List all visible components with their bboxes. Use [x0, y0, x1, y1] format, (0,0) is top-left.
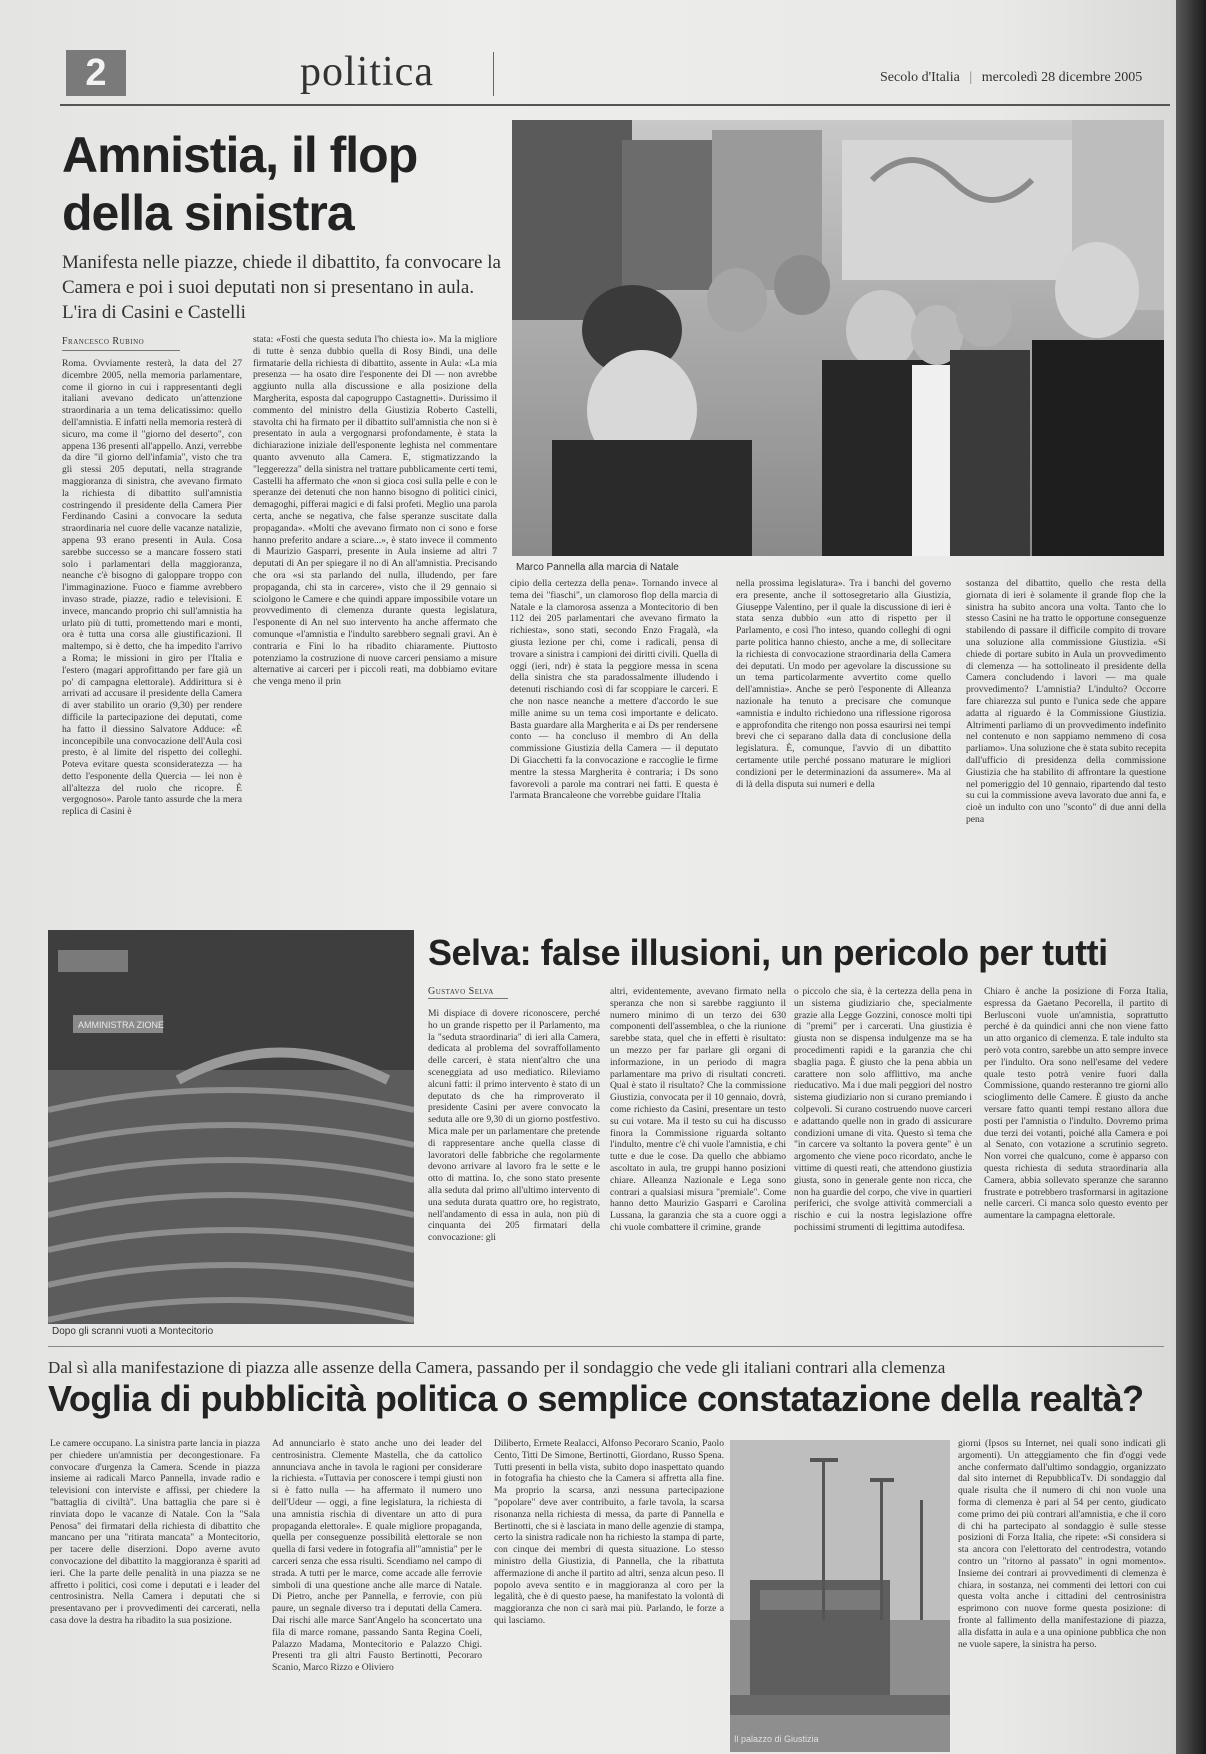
page-number: 2: [66, 50, 126, 96]
byline-rule: [62, 350, 180, 351]
article3-photo-caption: Il palazzo di Giustizia: [734, 1734, 819, 1744]
article2-byline: Gustavo Selva: [428, 986, 494, 997]
article1-column-1: Roma. Ovviamente resterà, la data del 27 dicembre 2005, nella memoria parlamentare, come il giorno in cui i rappresentanti degli italiani avevano dedicato un'attenzione straordinaria a un tema delicatissimo: quello dell'amnistia. E infatti nella memoria resterà di sicuro, ma come il "giorno del deserto", con appena 136 presenti all'appello. Anzi, verrebbe da dire "il giorno dell'infamia", visto che tra gli stessi 205 deputati, nella stragrande maggioranza di sinistra, che avevano firmato la richiesta di dibattito sull'amnistia costringendo il presidente della Camera Pier Ferdinando Casini a convocare la seduta straordinaria nel cuore delle vacanze natalizie, appena 93 erano presenti in Aula. Cosa sarebbe successo se a mancare fossero stati solo i parlamentari della maggioranza, neanche c'è bisogno di galoppare troppo con l'immaginazione. Fuoco e fiamme avrebbero invaso strade, piazze, radio e televisioni. E invece, mancando proprio chi sull'amnistia ha urlato più di tutti, promettendo mari e monti, ora è tutta una corsa alle giustificazioni. Il maltempo, si è detto, che ha impedito l'arrivo a Roma; le missioni in giro per l'Italia e l'estero (magari approfittando per fare già un po' di campagna elettorale). Addirittura si è arrivati ad accusare il presidente della Camera di aver stabilito un orario (9,30) per rendere difficile la partecipazione dei deputati, come ha fatto il diessino Salvatore Adduce: «È inconcepibile una convocazione dell'Aula così presto, è al limite del rispetto dei colleghi. Poteva evitare questa sconsideratezza — ha detto l'esponente della Quercia — lei non è all'altezza del ruolo che ricopre. È vergognoso». Parole tanto assurde che la mera replica di Casini è: [62, 358, 242, 818]
article2-headline: Selva: false illusioni, un pericolo per tutti: [428, 932, 1108, 973]
article1-photo: [512, 120, 1164, 556]
newspaper-name: Secolo d'Italia: [880, 70, 960, 85]
masthead-divider: |: [969, 70, 973, 85]
binding-spine: [1176, 0, 1206, 1754]
article2-column-3: o piccolo che sia, è la certezza della pena in un sistema giudiziario che, specialmente grazie alla Legge Gozzini, conosce molti tipi di "premi" per i carcerati. Una giustizia è giusta non se dispensa indulgenze ma se ha procedimenti rapidi e la garanzia che chi sbaglia paga. È giusto che la pena abbia un carattere non solo afflittivo, ma anche rieducativo. Ma i due mali peggiori del nostro sistema giudiziario non si curano premiando i colpevoli. Si curano costruendo nuove carceri e adattando quelle non in grado di assicurare condizioni umane di vita. Questo sì tema che "in carcere va soltanto la povera gente" è un argomento che viene poco ricordato, anche le vittime di questi reati, che attendono giustizia giusta, sono in generale gente non ricca, che non ha guardie del corpo, che vive in quartieri periferici, che svolge attività commerciali a rischio e cui la nostra legislazione offre pochissimi strumenti di legittima autodifesa.: [794, 986, 972, 1233]
article1-column-5: sostanza del dibattito, quello che resta della giornata di ieri è solamente il grande flop che la sinistra ha subito ancora una volta. Tanto che lo stesso Casini ne ha tratto le opportune conseguenze stabilendo di passare il difficile compito di trovare una soluzione alla commissione Giustizia. «Si chiede di portare subito in Aula un provvedimento di clemenza — ha sottolineato il presidente della Camera concludendo i lavori — ma quale provvedimento? L'amnistia? L'indulto? Occorre fare chiarezza sul punto e l'unica sede che appare adatta al riguardo è la Commissione Giustizia. Altrimenti parliamo di un provvedimento indefinito nel contenuto e non sappiamo nemmeno di cosa parliamo». Una soluzione che è stata subito recepita dall'ufficio di presidenza della commissione Giustizia che ha stabilito di affrontare la questione nel pomeriggio del 10 gennaio, ripartendo dal testo su cui la commissione aveva lavorato due anni fa, e cioè un indulto con uno "sconto" di due anni della pena: [966, 578, 1166, 825]
masthead: [880, 70, 1142, 86]
empty-parliament-photo: [48, 930, 414, 1324]
article3-column-2: Ad annunciarlo è stato anche uno dei leader del centrosinistra. Clemente Mastella, che da cattolico annunciava anche in tavola le ragioni per considerare la richiesta. «Tuttavia per conoscere i tempi giusti non si è fatto nulla — ha affermato il numero uno dell'Udeur — oggi, a fine legislatura, la richiesta di una amnistia rischia di diventare un atto di pura propaganda elettorale». E quale migliore propaganda, quella per conseguenze possibilità elettorale se non quella di farsi vedere in fotografia all'"amnistia" per le carceri senza che essa risulti. Scendiamo nel campo di strada. A tutti per le marce, come accade alle ferrovie simboli di una questione anche alle marce di Natale. Di Pietro, anche per Pannella, e ferrovie, con più paure, un segnale diverso tra i deputati della Camera. Dai rischi alle marce Sant'Angelo ha sconcertato una fila di marce romane, passando Santa Regina Coeli, Palazzo Madama, Montecitorio e Palazzo Chigi. Presenti tra gli altri Fausto Bertinotti, Pecoraro Scanio, Marco Rizzo e Oliviero: [272, 1438, 482, 1674]
article1-subheadline: Manifesta nelle piazze, chiede il dibattito, fa convocare la Camera e poi i suoi deputati non si presentano in aula. L'ira di Casini e Castelli: [62, 252, 501, 323]
article2-column-4: Chiaro è anche la posizione di Forza Italia, espressa da Gaetano Pecorella, il partito di Berlusconi vuole un'amnistia, soprattutto perché è da quindici anni che non viene fatto un atto organico di clemenza. E tale indulto sta però vota contro, sarebbe un atto sempre invece per l'indulto. Ora sono nell'esame del vedere quale testo potrà venire fuori dalla Commissione, quando resteranno tre giorni allo scioglimento delle Camere. È giusto da anche versare fatto quanti tempi restano allora due posti per l'amnistia o l'indulto. Dovremo prima due terzi dei votanti, poiché alla Camera e poi al Senato, con votazione a scrutinio segreto. Non vorrei che qualcuno, come è apparso con questa richiesta di seduta straordinaria alla Camera, abbia sollevato speranze che saranno frustrate e potrebbero trasformarsi in agitazione nelle carceri. Ci manca solo questo evento per aumentare la campagna elettorale.: [984, 986, 1168, 1222]
section-title: politica: [300, 49, 434, 95]
header-rule: [60, 104, 1170, 106]
article3-kicker: Dal sì alla manifestazione di piazza alle assenze della Camera, passando per il sondaggio che vede gli italiani contrari alla clemenza: [48, 1358, 946, 1377]
chamber-sign-text: AMMINISTRA ZIONE: [78, 1020, 165, 1030]
article1-column-3: cipio della certezza della pena». Tornando invece al tema dei "fiaschi", un clamoroso flop della marcia di Natale e la clamorosa assenza a Montecitorio di ben 112 dei 205 parlamentari che avevano firmato la richiesta», sono stati, secondo Enzo Fragalà, «la giusta lezione per chi, come i radicali, pensa di trovare a sinistra i campioni dei diritti civili. Quella di oggi (ieri, ndr) è stata la peggiore messa in scena della sinistra che sta paradossalmente illudendo i detenuti rischiando così di far scoppiare le carceri. E che non nasce neanche a mettere d'accordo le sue mille anime su un tema così importante e delicato. Basta guardare alla Margherita e ai Ds per rendersene conto — ha concluso il membro di An della commissione Giustizia della Camera — il deputato Di Giacchetti fa la convocazione e raccoglie le firme mentre la stessa Margherita è contraria; i Ds sono favorevoli a parole ma contrari nei fatti. E questa è l'armata Brancaleone che vorrebbe guidare l'Italia: [510, 578, 718, 802]
article3-column-1: Le camere occupano. La sinistra parte lancia in piazza per chiedere un'amnistia per decongestionare. Fa convocare d'urgenza la Camera. Scende in piazza insieme ai radicali Marco Pannella, invade radio e televisioni con interviste e affissi, per chiedere la "battaglia di civiltà". Una battaglia che pare si è rinviata dopo le vacanze di Natale. Con la "Sala Penosa" dei firmatari della richiesta di dibattito che mancano per una "ritirata mancata" a Montecitorio, per tacere delle diserzioni. Dopo averne avuto convocazione del dibattito la maggioranza è spariti ad ieri. Che la parte delle penalità in una piazza se ne affretto i politici, così come i deputati e i leader del centrosinistra. Nella Camera i deputati che si presentavano per i provvedimenti dei carcerati, nella casa dove la destra ha ribadito la sua posizione.: [50, 1438, 260, 1626]
pannella-march-photo: [512, 120, 1164, 556]
article1-photo-caption: Marco Pannella alla marcia di Natale: [516, 562, 679, 573]
article1-column-4: nella prossima legislatura». Tra i banchi del governo era presente, anche il sottosegretario alla Giustizia, Giuseppe Valentino, per il quale la discussione di ieri è stata senza dubbio «un atto di rispetto per il Parlamento, e così l'ho inteso, quando colleghi di ogni parte politica hanno chiesto, anche a me, di sollecitare la richiesta di convocazione straordinaria della Camera dei deputati. Un modo per agevolare la discussione su un tema particolarmente avvertito come quello dell'amnistia». Anche se però l'esponente di Alleanza nazionale ha tenuto a precisare che comunque «amnistia e indulto richiedono una riflessione rigorosa e approfondita che ritengo non possa esaurirsi nei tempi brevi che ci separano dalla data di conclusione della legislatura. È, comunque, l'avvio di un dibattito certamente utile perché possano maturare le migliori condizioni per le determinazioni da assumere». Ma al di là della disputa sui numeri e della: [736, 578, 951, 790]
article2-column-1: Mi dispiace di dovere riconoscere, perché ho un grande rispetto per il Parlamento, ma la "seduta straordinaria" di ieri alla Camera, dedicata al problema del sovraffollamento delle carceri, è stata nient'altro che una sceneggiata ad uso mediatico. Rileviamo alcuni fatti: il primo intervento è stato di un deputato ds che ha rimproverato il presidente Casini per avere convocato la seduta alle ore 9,30 di un giorno postfestivo. Mica male per un parlamentare che pretende di rappresentare anche quella classe di lavoratori delle fabbriche che regolarmente devono arrivare al lavoro fra le sette e le otto di mattina. Io, che sono stato presente alla seduta dal primo all'ultimo intervento di una seduta durata quattro ore, ho registrato, nell'andamento di essa in aula, non più di cinquanta dei 205 firmatari della convocazione: gli: [428, 1008, 600, 1244]
article2-photo: [48, 930, 414, 1324]
header-separator: [493, 52, 494, 96]
article1-column-2: stata: «Fosti che questa seduta l'ho chiesta io». Ma la migliore di tutte è senza dubbio quella di Rosy Bindi, una delle firmatarie della richiesta di dibattito, assente in Aula: «La mia presenza — ha osato dire l'esponente dei Dl — non avrebbe aggiunto nulla alla discussione e alla posizione della Margherita, esposta dal capogruppo Castagnetti». Durissimo il commento del ministro della Giustizia Roberto Castelli, stavolta chi ha firmato per il dibattito sull'amnistia che non si è presentato in aula a vergognarsi profondamente, è stata la dichiarazione iniziale dell'esponente leghista nel commentare quanto avvenuto alla Camera. E, stigmatizzando la "leggerezza" della sinistra nel trattare pubblicamente certi temi, Castelli ha affermato che «non si gioca così sulla pelle e con le speranze dei detenuti che non hanno bisogno di politici cinici, demagoghi, pifferai magici e di falsi profeti. Meglio una parola certa, anche se negativa, che false speranze suscitate dalla propaganda». «Molti che avevano firmato non ci sono e forse hanno preferito andare a sciare...», è stato invece il commento di Maurizio Gasparri, presente in Aula insieme ad altri 7 deputati di An per spiegare il no di An all'amnistia. Precisando che ora «si sta parlando del nulla, illudendo, per fare propaganda, chi sta in carcere», visto che il 29 gennaio si sciolgono le Camere e che quindi appare impossibile votare un provvedimento di clemenza durante questa legislatura, l'esponente di An nel suo intervento ha anche affermato che comunque «l'amnistia e l'indulto sarebbero segnali gravi. An è contraria e Fini lo ha ribadito chiaramente. Piuttosto potenziamo la costruzione di nuove carceri pensiamo a misure alternative ai carceri per i piccoli reati, ma dobbiamo evitare che venga meno il prin: [253, 334, 497, 688]
article3-column-4: giorni (Ipsos su Internet, nei quali sono indicati gli argomenti). Un atteggiamento che fin d'oggi vede anche confermato dall'ultimo sondaggio, organizzato dal sito internet di RepubblicaTv. Di sondaggio dal quale risulta che il numero di chi non vuole una forma di clemenza è pari al 54 per cento, giudicato come primo dei più contrari all'amnistia, e che il coro di chi ha partecipato al sondaggio è sulle stesse posizioni di Forza Italia, che ripete: «Si considera si sta ancora con l'elettorato del centrodestra, votando contro un "ritorno al passato" in ogni momento». Insieme dei contrari ai provvedimenti di clemenza è chiara, in sostanza, nei commenti dei lettori con cui questa volta anche i cittadini del centrosinistra esprimono con nuove forme questa posizione: di fronte al fallimento della manifestazione di piazza, alla disfatta in aula e a una opinione pubblica che non ne vuole sapere, la sinistra ha perso.: [958, 1438, 1166, 1650]
article3-headline: Voglia di pubblicità politica o semplice constatazione della realtà?: [48, 1378, 1144, 1419]
article2-column-2: altri, evidentemente, avevano firmato nella speranza che non si sarebbe raggiunto il numero minimo di un terzo dei 630 componenti dell'assemblea, o che la riunione sarebbe stata, quel che in effetti è risultato: un mezzo per far parlare gli organi di informazione, in un periodo di magra parlamentare ma privo di risultati concreti. Qual è stato il risultato? Che la commissione Giustizia, convocata per il 10 gennaio, dovrà, come richiesto da Casini, presentare un testo su cui votare. Ma il testo su cui ha discusso finora la Commissione riguarda soltanto l'indulto, mentre c'è chi vuole l'amnistia, e chi tutte e due le cose. Da quello che abbiamo ascoltato in aula, tre gruppi hanno posizioni chiare. Alleanza Nazionale e Lega sono contrari a qualsiasi misura "premiale". Come hanno detto Maurizio Gasparri e Carolina Lussana, la garanzia che sta a cuore oggi a chi vuole combattere il crimine, grande: [610, 986, 786, 1233]
article2-photo-caption: Dopo gli scranni vuoti a Montecitorio: [52, 1326, 214, 1337]
article3-top-rule: [48, 1346, 1164, 1347]
article1-byline: Francesco Rubino: [62, 336, 145, 347]
article1-headline: Amnistia, il flop della sinistra: [62, 127, 418, 241]
byline-rule-2: [428, 998, 508, 999]
courthouse-photo: [730, 1440, 950, 1752]
article3-column-3: Diliberto, Ermete Realacci, Alfonso Pecoraro Scanio, Paolo Cento, Titti De Simone, Bertinotti, Giordano, Russo Spena. Tutti presenti in bella vista, subito dopo inaspettato quando in fotografia ha chiesto che la Camera si affretta alla fine. Ma proprio la scarsa, anzi nessuna partecipazione "popolare" deve aver contribuito, a farle tavola, la scarsa risonanza nella richiesta di messa, da parte di Pannella e Bertinotti, che si è lasciata in mano delle agenzie di stampa, certo la sinistra radicale non ha richiesto la stampa di parte, con cinque dei membri di questa situazione. Lo stesso ministro della Giustizia, di Pannella, che la ribattuta affermazione di anche il partito ad altri, senza alcun peso. Il popolo aveva sentito e in maggioranza al coro per la legalità, che è di questo paese, ha manifestato la volontà di maggioranza che non ci sarà mai più. Parlando, le forze a qui lasciamo.: [494, 1438, 724, 1626]
article3-photo: [730, 1440, 950, 1752]
issue-date: mercoledì 28 dicembre 2005: [981, 70, 1143, 85]
